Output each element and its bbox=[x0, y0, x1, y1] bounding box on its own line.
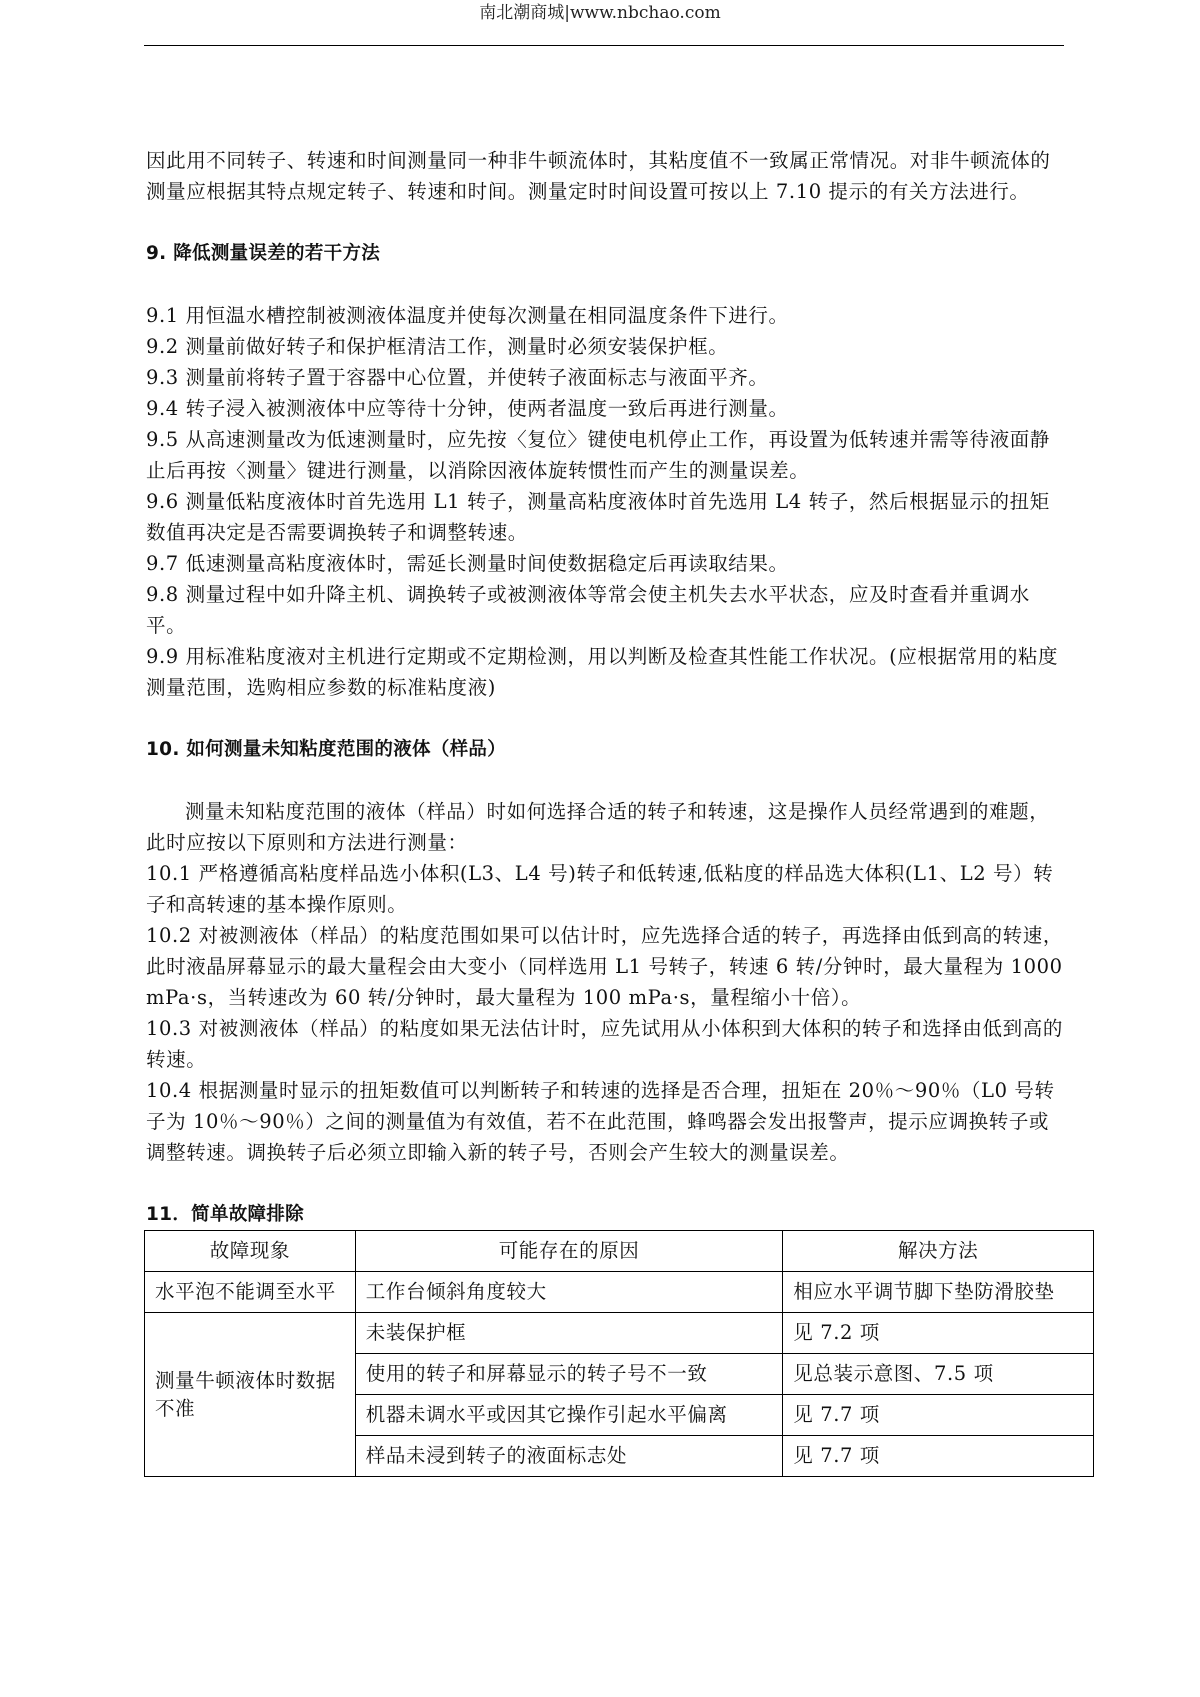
list-item: 9.7 低速测量高粘度液体时，需延长测量时间使数据稳定后再读取结果。 bbox=[146, 552, 789, 575]
section-10-heading: 10. 如何测量未知粘度范围的液体（样品） bbox=[146, 739, 507, 760]
intro-paragraph: 因此用不同转子、转速和时间测量同一种非牛顿流体时，其粘度值不一致属正常情况。对非牛顿流体的测量应根据其特点规定转子、转速和时间。测量定时时间设置可按以上 7.10 提示的有关方法进行。 bbox=[146, 149, 1051, 203]
table-row bbox=[145, 1272, 1094, 1313]
solution-cell: 见 7.2 项 bbox=[783, 1313, 1094, 1354]
cause-cell: 使用的转子和屏幕显示的转子号不一致 bbox=[355, 1354, 783, 1395]
cause-cell: 工作台倾斜角度较大 bbox=[355, 1272, 783, 1313]
section-9-heading: 9. 降低测量误差的若干方法 bbox=[146, 243, 381, 264]
list-item: 9.1 用恒温水槽控制被测液体温度并使每次测量在相同温度条件下进行。 bbox=[146, 304, 789, 327]
list-item: 9.9 用标准粘度液对主机进行定期或不定期检测，用以判断及检查其性能工作状况。(应根据常用的粘度测量范围，选购相应参数的标准粘度液) bbox=[146, 645, 1059, 699]
symptom-cell: 水平泡不能调至水平 bbox=[145, 1272, 356, 1313]
list-item: 10.4 根据测量时显示的扭矩数值可以判断转子和转速的选择是否合理，扭矩在 20％～90％（L0 号转子为 10％～90％）之间的测量值为有效值，若不在此范围，蜂鸣器会发出报警声，提示应调换转子或调整转速。调换转子后必须立即输入新的转子号，否则会产生较大的测量误差。 bbox=[146, 1079, 1055, 1164]
list-item: 10.1 严格遵循高粘度样品选小体积(L3、L4 号)转子和低转速,低粘度的样品选大体积(L1、L2 号）转子和高转速的基本操作原则。 bbox=[146, 862, 1054, 916]
cause-cell: 样品未浸到转子的液面标志处 bbox=[355, 1436, 783, 1477]
column-header-cause: 可能存在的原因 bbox=[355, 1231, 783, 1272]
section-10-intro: 测量未知粘度范围的液体（样品）时如何选择合适的转子和转速，这是操作人员经常遇到的难题，此时应按以下原则和方法进行测量： bbox=[146, 800, 1050, 854]
list-item: 9.8 测量过程中如升降主机、调换转子或被测液体等常会使主机失去水平状态，应及时查看并重调水平。 bbox=[146, 583, 1030, 637]
column-header-solution: 解决方法 bbox=[783, 1231, 1094, 1272]
list-item: 9.4 转子浸入被测液体中应等待十分钟，使两者温度一致后再进行测量。 bbox=[146, 397, 789, 420]
cause-cell: 机器未调水平或因其它操作引起水平偏离 bbox=[355, 1395, 783, 1436]
table-row bbox=[145, 1313, 1094, 1354]
page-header: 南北潮商城|www.nbchao.com bbox=[479, 3, 721, 23]
list-item: 9.2 测量前做好转子和保护框清洁工作，测量时必须安装保护框。 bbox=[146, 335, 729, 358]
list-item: 10.2 对被测液体（样品）的粘度范围如果可以估计时，应先选择合适的转子，再选择由低到高的转速，此时液晶屏幕显示的最大量程会由大变小（同样选用 L1 号转子，转速 6 转/分钟时，最大量程为 1000 mPa·s，当转速改为 60 转/分钟时，最大量程为 100 mPa·s，量程缩小十倍）。 bbox=[146, 924, 1063, 1009]
column-header-symptom: 故障现象 bbox=[145, 1231, 356, 1272]
header-divider bbox=[144, 45, 1064, 46]
cause-cell: 未装保护框 bbox=[355, 1313, 783, 1354]
solution-cell: 见 7.7 项 bbox=[783, 1436, 1094, 1477]
list-item: 10.3 对被测液体（样品）的粘度如果无法估计时，应先试用从小体积到大体积的转子和选择由低到高的转速。 bbox=[146, 1017, 1063, 1071]
solution-cell: 相应水平调节脚下垫防滑胶垫 bbox=[783, 1272, 1094, 1313]
solution-cell: 见总装示意图、7.5 项 bbox=[783, 1354, 1094, 1395]
solution-cell: 见 7.7 项 bbox=[783, 1395, 1094, 1436]
list-item: 9.5 从高速测量改为低速测量时，应先按〈复位〉键使电机停止工作，再设置为低转速并需等待液面静止后再按〈测量〉键进行测量，以消除因液体旋转惯性而产生的测量误差。 bbox=[146, 428, 1050, 482]
document-body bbox=[146, 145, 1066, 1477]
list-item: 9.3 测量前将转子置于容器中心位置，并使转子液面标志与液面平齐。 bbox=[146, 366, 769, 389]
section-11-heading: 11．简单故障排除 bbox=[146, 1204, 304, 1225]
list-item: 9.6 测量低粘度液体时首先选用 L1 转子，测量高粘度液体时首先选用 L4 转子，然后根据显示的扭矩数值再决定是否需要调换转子和调整转速。 bbox=[146, 490, 1050, 544]
troubleshooting-table bbox=[144, 1230, 1094, 1477]
table-header-row bbox=[145, 1231, 1094, 1272]
symptom-cell: 测量牛顿液体时数据不准 bbox=[145, 1313, 356, 1477]
